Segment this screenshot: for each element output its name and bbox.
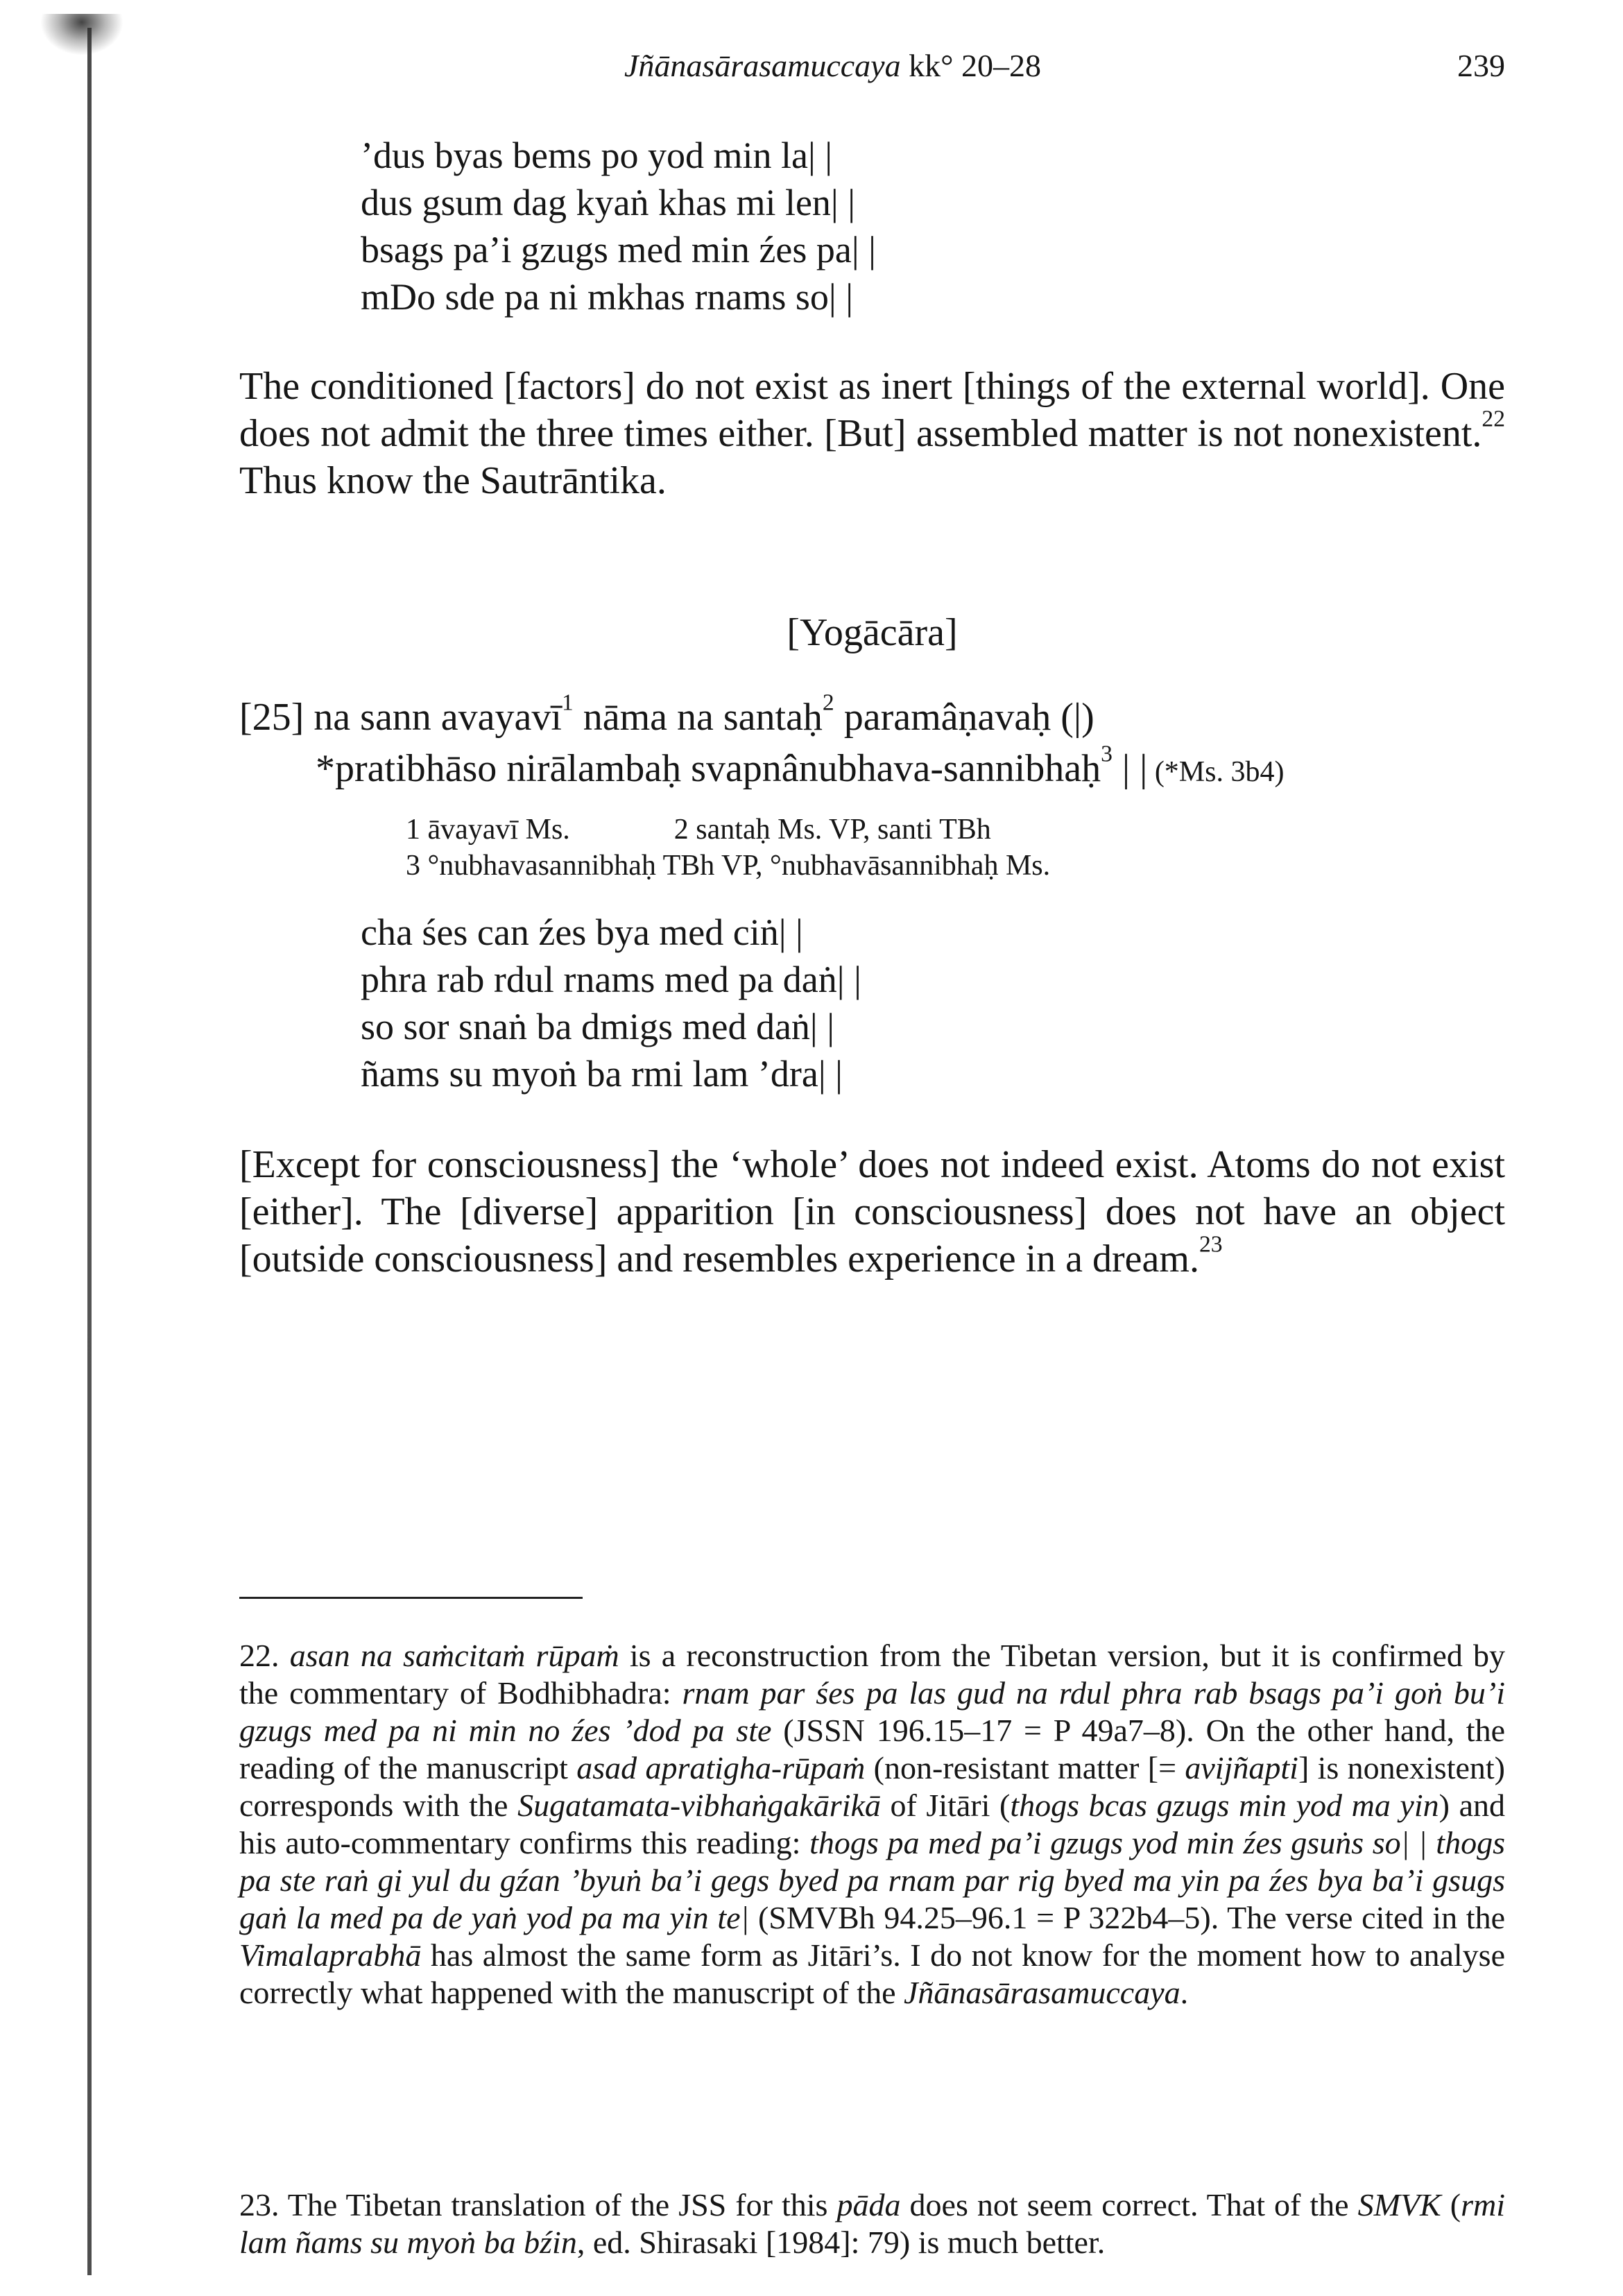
sanskrit-segment: nāma na santaḥ	[573, 696, 823, 739]
fn-italic: rnam par śes pa las gud na rdul phra rab bsags pa’i goṅ bu’i gzugs med pa ni min no źes ’dod pa ste	[239, 1675, 1505, 1748]
sanskrit-segment: | |	[1112, 747, 1148, 790]
fn-text: does not seem correct. That of the	[900, 2187, 1358, 2222]
manuscript-locator: (*Ms. 3b4)	[1147, 756, 1285, 788]
verse-24-tibetan	[361, 132, 876, 320]
fn-italic: Sugatamata-vibhaṅgakārikā	[517, 1788, 881, 1823]
fn-italic: avijñapti	[1185, 1750, 1298, 1785]
fn-text: (JSSN 196.15–17 = P 49a7–8). On the other hand, the reading of the manuscript	[239, 1713, 1505, 1785]
page-binding-edge	[87, 28, 92, 2275]
verse-25-tibetan	[361, 909, 861, 1097]
running-head-work-title: Jñānasārasamuccaya	[624, 48, 901, 83]
page-number: 239	[1457, 48, 1505, 83]
section-heading: [Yogācāra]	[787, 611, 958, 654]
running-head-title	[624, 47, 1041, 84]
sanskrit-segment: paramâṇavaḥ (|)	[834, 696, 1094, 739]
sanskrit-segment: *pratibhāso nirālambaḥ svapnânubhava-sannibhaḥ	[316, 747, 1101, 790]
verse-line: phra rab rdul rnams med pa daṅ| |	[361, 959, 861, 1000]
fn-italic: thogs bcas gzugs min yod ma yin	[1010, 1788, 1439, 1823]
fn-text: (SMVBh 94.25–96.1 = P 322b4–5). The verse cited in the	[749, 1900, 1505, 1935]
verse-line: cha śes can źes bya med ciṅ| |	[361, 911, 803, 953]
fn-text: .	[1180, 1975, 1189, 2010]
apparatus-ref-2: 2	[822, 689, 834, 716]
footnote-number: 22.	[239, 1638, 290, 1673]
verse-line: bsags pa’i gzugs med min źes pa| |	[361, 229, 876, 271]
footnote-rule	[239, 1597, 583, 1599]
binding-shadow	[40, 14, 123, 55]
footnote-ref-23[interactable]: 23	[1199, 1231, 1223, 1258]
fn-italic: rmi lam ñams su myoṅ ba bźin	[239, 2187, 1506, 2260]
critical-apparatus-line-1	[406, 812, 991, 848]
fn-text: (	[1441, 2187, 1461, 2222]
apparatus-entry-2: 2 santaḥ Ms. VP, santi TBh	[673, 814, 991, 846]
fn-italic: pāda	[836, 2187, 901, 2222]
running-head-range: kk° 20–28	[909, 48, 1041, 83]
fn-italic: asad apratigha-rūpaṁ	[576, 1750, 866, 1785]
verse-line: dus gsum dag kyaṅ khas mi len| |	[361, 182, 856, 223]
translation-25-text: [Except for consciousness] the ‘whole’ does not indeed exist. Atoms do not exist [either]. The [diverse] apparition [in consciousness] does not have an object [outside consciousness] and resembles experience in a dream.	[239, 1143, 1505, 1280]
sanskrit-segment: [25] na sann avayavī	[239, 696, 562, 739]
fn-text: of Jitāri (	[880, 1788, 1011, 1823]
translation-25	[239, 1141, 1505, 1283]
translation-24-text-end: Thus know the Sautrāntika.	[239, 459, 667, 502]
critical-apparatus-line-2: 3 °nubhavasannibhaḥ TBh VP, °nubhavāsannibhaḥ Ms.	[406, 850, 1051, 882]
verse-25-sanskrit-line-1	[239, 689, 1094, 741]
fn-text: has almost the same form as Jitāri’s. I do not know for the moment how to analyse correctly what happened with the manuscript of the	[239, 1937, 1505, 2010]
fn-text: The Tibetan translation of the JSS for this	[287, 2187, 837, 2222]
apparatus-entry-1: 1 āvayavī Ms.	[406, 814, 570, 846]
fn-text: , ed. Shirasaki [1984]: 79) is much better.	[576, 2225, 1106, 2260]
footnote-number: 23.	[239, 2187, 288, 2222]
verse-line: mDo sde pa ni mkhas rnams so| |	[361, 276, 854, 318]
running-head	[239, 40, 1505, 96]
fn-italic: thogs pa med pa’i gzugs yod min źes gsuṅs so| | thogs pa ste raṅ gi yul du gźan ’byuṅ ba’i gegs byed pa rnam par rig byed ma yin pa źes bya ba’i gsugs gaṅ la med pa de yaṅ yod pa ma yin te|	[239, 1825, 1505, 1935]
verse-line: ’dus byas bems po yod min la| |	[361, 135, 833, 176]
fn-italic: SMVK	[1357, 2187, 1441, 2222]
footnote-23	[239, 2186, 1505, 2261]
translation-24	[239, 363, 1505, 504]
apparatus-ref-1: 1	[561, 689, 574, 716]
apparatus-ref-3: 3	[1101, 741, 1113, 767]
translation-24-text: The conditioned [factors] do not exist as inert [things of the external world]. One does not admit the three times either. [But] assembled matter is not nonexistent.	[239, 365, 1505, 455]
fn-italic: asan na saṁcitaṁ rūpaṁ	[289, 1638, 619, 1673]
fn-text: (non-resistant matter [=	[865, 1750, 1185, 1785]
verse-25-sanskrit-line-2	[316, 741, 1285, 796]
footnote-22	[239, 1637, 1505, 2012]
footnote-ref-22[interactable]: 22	[1482, 406, 1505, 432]
verse-line: ñams su myoṅ ba rmi lam ’dra| |	[361, 1053, 843, 1095]
verse-line: so sor snaṅ ba dmigs med daṅ| |	[361, 1006, 835, 1047]
fn-text: is a reconstruction from the Tibetan version, but it is confirmed by the commentary of Bodhibhadra:	[239, 1638, 1506, 1711]
fn-italic: Vimalaprabhā	[239, 1937, 422, 1973]
fn-italic: Jñānasārasamuccaya	[904, 1975, 1180, 2010]
fn-text: ] is nonexistent) corresponds with the	[239, 1750, 1506, 1823]
fn-text: ) and his auto-commentary confirms this reading:	[239, 1788, 1505, 1860]
